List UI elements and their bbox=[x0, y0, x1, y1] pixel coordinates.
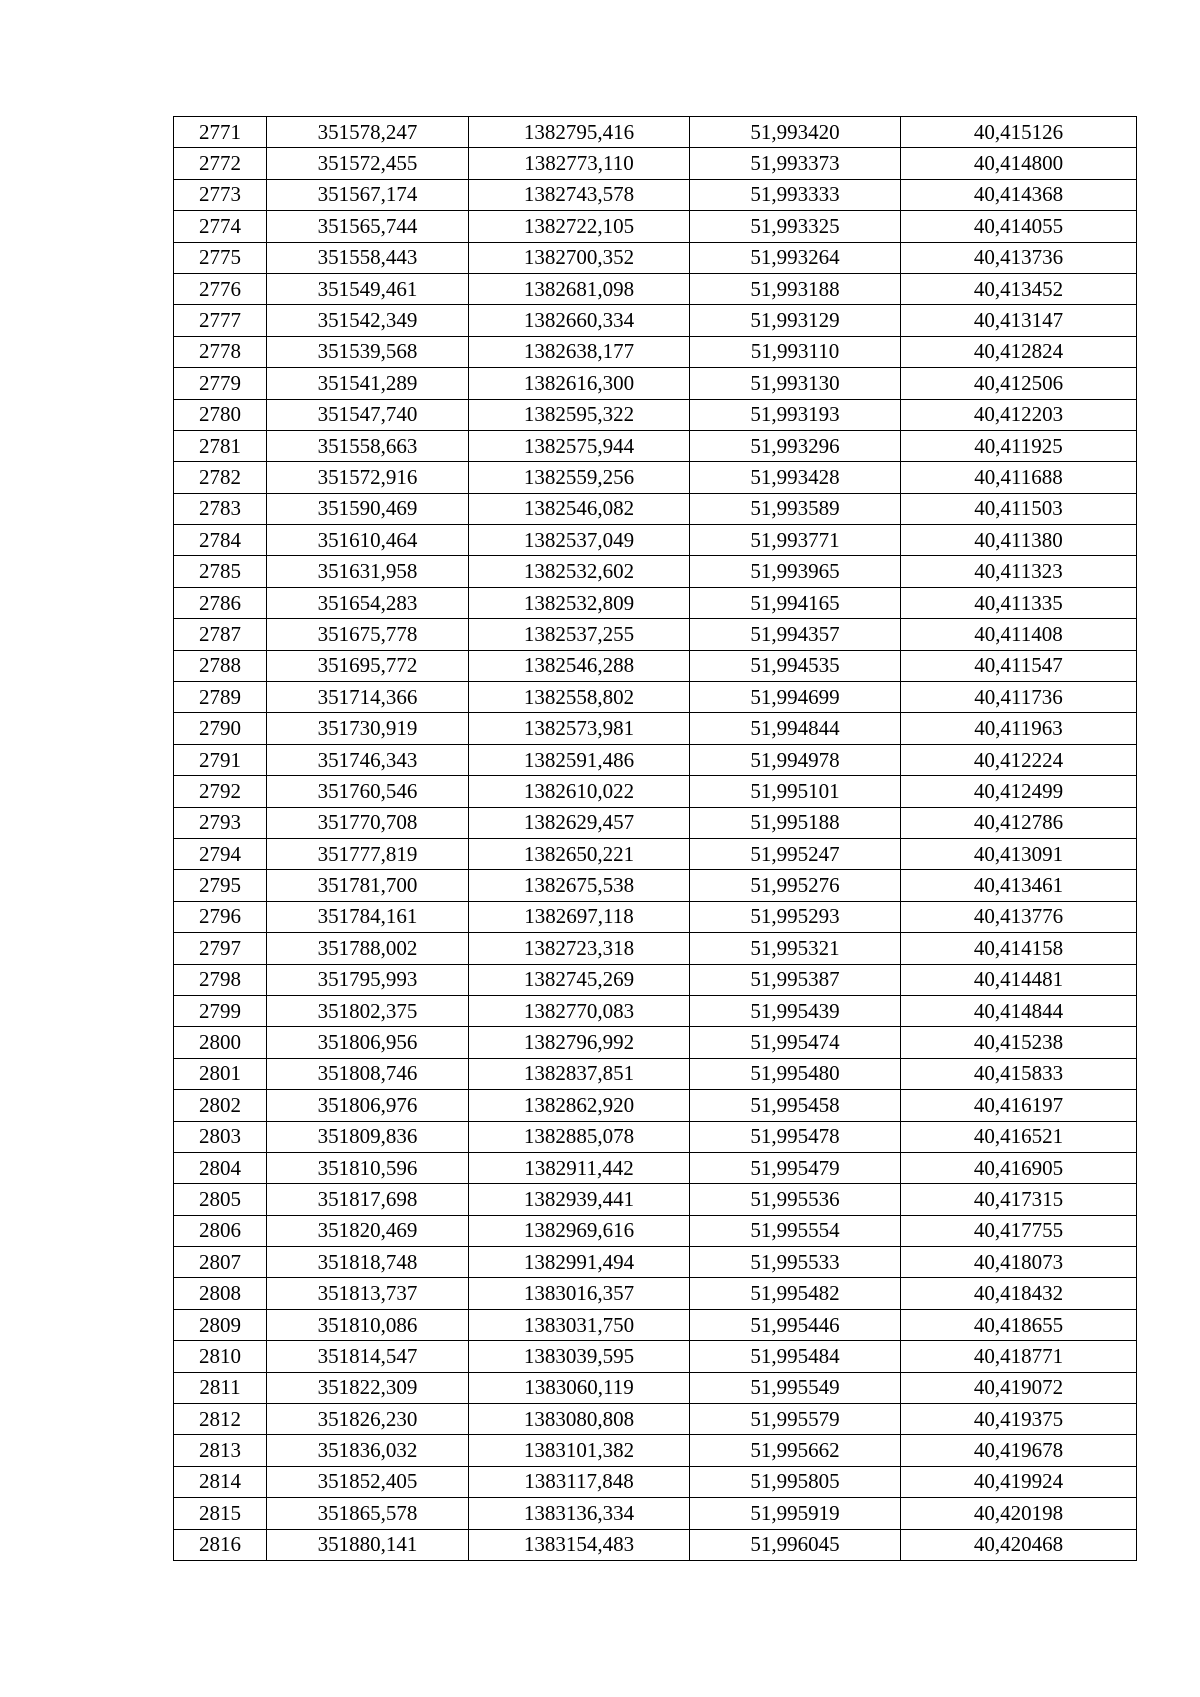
longitude-cell: 40,411963 bbox=[901, 713, 1137, 744]
point-number-cell: 2775 bbox=[174, 242, 267, 273]
x-coordinate-cell: 351810,086 bbox=[267, 1309, 469, 1340]
x-coordinate-cell: 351572,916 bbox=[267, 462, 469, 493]
latitude-cell: 51,995458 bbox=[690, 1090, 901, 1121]
table-row bbox=[174, 744, 1137, 775]
longitude-cell: 40,418771 bbox=[901, 1341, 1137, 1372]
latitude-cell: 51,993130 bbox=[690, 368, 901, 399]
latitude-cell: 51,994699 bbox=[690, 682, 901, 713]
table-row bbox=[174, 1529, 1137, 1560]
latitude-cell: 51,993296 bbox=[690, 430, 901, 461]
table-row bbox=[174, 964, 1137, 995]
longitude-cell: 40,411547 bbox=[901, 650, 1137, 681]
longitude-cell: 40,417315 bbox=[901, 1184, 1137, 1215]
point-number-cell: 2781 bbox=[174, 430, 267, 461]
latitude-cell: 51,995474 bbox=[690, 1027, 901, 1058]
longitude-cell: 40,412824 bbox=[901, 336, 1137, 367]
point-number-cell: 2803 bbox=[174, 1121, 267, 1152]
x-coordinate-cell: 351814,547 bbox=[267, 1341, 469, 1372]
x-coordinate-cell: 351836,032 bbox=[267, 1435, 469, 1466]
point-number-cell: 2786 bbox=[174, 587, 267, 618]
x-coordinate-cell: 351817,698 bbox=[267, 1184, 469, 1215]
table-row bbox=[174, 619, 1137, 650]
table-row bbox=[174, 1152, 1137, 1183]
longitude-cell: 40,413776 bbox=[901, 901, 1137, 932]
latitude-cell: 51,995549 bbox=[690, 1372, 901, 1403]
latitude-cell: 51,993264 bbox=[690, 242, 901, 273]
table-row bbox=[174, 901, 1137, 932]
table-row bbox=[174, 1278, 1137, 1309]
y-coordinate-cell: 1382969,616 bbox=[469, 1215, 690, 1246]
x-coordinate-cell: 351880,141 bbox=[267, 1529, 469, 1560]
y-coordinate-cell: 1382862,920 bbox=[469, 1090, 690, 1121]
table-row bbox=[174, 1121, 1137, 1152]
y-coordinate-cell: 1382575,944 bbox=[469, 430, 690, 461]
longitude-cell: 40,413461 bbox=[901, 870, 1137, 901]
table-row bbox=[174, 1341, 1137, 1372]
point-number-cell: 2813 bbox=[174, 1435, 267, 1466]
latitude-cell: 51,994357 bbox=[690, 619, 901, 650]
latitude-cell: 51,993373 bbox=[690, 148, 901, 179]
longitude-cell: 40,419375 bbox=[901, 1404, 1137, 1435]
x-coordinate-cell: 351813,737 bbox=[267, 1278, 469, 1309]
longitude-cell: 40,413452 bbox=[901, 273, 1137, 304]
point-number-cell: 2782 bbox=[174, 462, 267, 493]
x-coordinate-cell: 351549,461 bbox=[267, 273, 469, 304]
y-coordinate-cell: 1382610,022 bbox=[469, 776, 690, 807]
point-number-cell: 2797 bbox=[174, 933, 267, 964]
longitude-cell: 40,416905 bbox=[901, 1152, 1137, 1183]
latitude-cell: 51,995662 bbox=[690, 1435, 901, 1466]
point-number-cell: 2772 bbox=[174, 148, 267, 179]
latitude-cell: 51,993325 bbox=[690, 211, 901, 242]
point-number-cell: 2796 bbox=[174, 901, 267, 932]
y-coordinate-cell: 1382537,049 bbox=[469, 525, 690, 556]
x-coordinate-cell: 351810,596 bbox=[267, 1152, 469, 1183]
table-row bbox=[174, 713, 1137, 744]
y-coordinate-cell: 1382795,416 bbox=[469, 117, 690, 148]
longitude-cell: 40,414368 bbox=[901, 179, 1137, 210]
point-number-cell: 2795 bbox=[174, 870, 267, 901]
longitude-cell: 40,415126 bbox=[901, 117, 1137, 148]
x-coordinate-cell: 351822,309 bbox=[267, 1372, 469, 1403]
latitude-cell: 51,995478 bbox=[690, 1121, 901, 1152]
point-number-cell: 2801 bbox=[174, 1058, 267, 1089]
table-row bbox=[174, 273, 1137, 304]
point-number-cell: 2799 bbox=[174, 995, 267, 1026]
longitude-cell: 40,411688 bbox=[901, 462, 1137, 493]
y-coordinate-cell: 1382546,288 bbox=[469, 650, 690, 681]
point-number-cell: 2806 bbox=[174, 1215, 267, 1246]
latitude-cell: 51,995579 bbox=[690, 1404, 901, 1435]
point-number-cell: 2792 bbox=[174, 776, 267, 807]
longitude-cell: 40,411503 bbox=[901, 493, 1137, 524]
longitude-cell: 40,418073 bbox=[901, 1247, 1137, 1278]
x-coordinate-cell: 351541,289 bbox=[267, 368, 469, 399]
longitude-cell: 40,416521 bbox=[901, 1121, 1137, 1152]
latitude-cell: 51,995188 bbox=[690, 807, 901, 838]
latitude-cell: 51,993771 bbox=[690, 525, 901, 556]
table-row bbox=[174, 1309, 1137, 1340]
point-number-cell: 2787 bbox=[174, 619, 267, 650]
point-number-cell: 2798 bbox=[174, 964, 267, 995]
y-coordinate-cell: 1382743,578 bbox=[469, 179, 690, 210]
table-row bbox=[174, 148, 1137, 179]
table-row bbox=[174, 525, 1137, 556]
point-number-cell: 2808 bbox=[174, 1278, 267, 1309]
latitude-cell: 51,995484 bbox=[690, 1341, 901, 1372]
x-coordinate-cell: 351809,836 bbox=[267, 1121, 469, 1152]
table-row bbox=[174, 682, 1137, 713]
y-coordinate-cell: 1382595,322 bbox=[469, 399, 690, 430]
latitude-cell: 51,995276 bbox=[690, 870, 901, 901]
point-number-cell: 2805 bbox=[174, 1184, 267, 1215]
longitude-cell: 40,414844 bbox=[901, 995, 1137, 1026]
point-number-cell: 2777 bbox=[174, 305, 267, 336]
point-number-cell: 2807 bbox=[174, 1247, 267, 1278]
point-number-cell: 2811 bbox=[174, 1372, 267, 1403]
point-number-cell: 2809 bbox=[174, 1309, 267, 1340]
point-number-cell: 2815 bbox=[174, 1498, 267, 1529]
longitude-cell: 40,412786 bbox=[901, 807, 1137, 838]
point-number-cell: 2780 bbox=[174, 399, 267, 430]
longitude-cell: 40,413736 bbox=[901, 242, 1137, 273]
table-row bbox=[174, 1372, 1137, 1403]
table-row bbox=[174, 1215, 1137, 1246]
latitude-cell: 51,995554 bbox=[690, 1215, 901, 1246]
longitude-cell: 40,412224 bbox=[901, 744, 1137, 775]
table-row bbox=[174, 995, 1137, 1026]
y-coordinate-cell: 1382939,441 bbox=[469, 1184, 690, 1215]
latitude-cell: 51,995533 bbox=[690, 1247, 901, 1278]
latitude-cell: 51,995293 bbox=[690, 901, 901, 932]
latitude-cell: 51,995247 bbox=[690, 838, 901, 869]
table-row bbox=[174, 1090, 1137, 1121]
longitude-cell: 40,415833 bbox=[901, 1058, 1137, 1089]
latitude-cell: 51,993589 bbox=[690, 493, 901, 524]
y-coordinate-cell: 1382537,255 bbox=[469, 619, 690, 650]
y-coordinate-cell: 1382650,221 bbox=[469, 838, 690, 869]
x-coordinate-cell: 351852,405 bbox=[267, 1466, 469, 1497]
point-number-cell: 2793 bbox=[174, 807, 267, 838]
point-number-cell: 2802 bbox=[174, 1090, 267, 1121]
point-number-cell: 2800 bbox=[174, 1027, 267, 1058]
y-coordinate-cell: 1382723,318 bbox=[469, 933, 690, 964]
longitude-cell: 40,411380 bbox=[901, 525, 1137, 556]
table-row bbox=[174, 838, 1137, 869]
latitude-cell: 51,993193 bbox=[690, 399, 901, 430]
x-coordinate-cell: 351590,469 bbox=[267, 493, 469, 524]
x-coordinate-cell: 351826,230 bbox=[267, 1404, 469, 1435]
longitude-cell: 40,420468 bbox=[901, 1529, 1137, 1560]
y-coordinate-cell: 1383039,595 bbox=[469, 1341, 690, 1372]
y-coordinate-cell: 1382991,494 bbox=[469, 1247, 690, 1278]
longitude-cell: 40,417755 bbox=[901, 1215, 1137, 1246]
point-number-cell: 2783 bbox=[174, 493, 267, 524]
y-coordinate-cell: 1382773,110 bbox=[469, 148, 690, 179]
point-number-cell: 2773 bbox=[174, 179, 267, 210]
point-number-cell: 2779 bbox=[174, 368, 267, 399]
latitude-cell: 51,995101 bbox=[690, 776, 901, 807]
y-coordinate-cell: 1382660,334 bbox=[469, 305, 690, 336]
longitude-cell: 40,419924 bbox=[901, 1466, 1137, 1497]
latitude-cell: 51,995479 bbox=[690, 1152, 901, 1183]
x-coordinate-cell: 351565,744 bbox=[267, 211, 469, 242]
table-row bbox=[174, 399, 1137, 430]
table-row bbox=[174, 776, 1137, 807]
longitude-cell: 40,415238 bbox=[901, 1027, 1137, 1058]
point-number-cell: 2804 bbox=[174, 1152, 267, 1183]
latitude-cell: 51,995480 bbox=[690, 1058, 901, 1089]
longitude-cell: 40,413091 bbox=[901, 838, 1137, 869]
table-row bbox=[174, 650, 1137, 681]
y-coordinate-cell: 1382629,457 bbox=[469, 807, 690, 838]
latitude-cell: 51,996045 bbox=[690, 1529, 901, 1560]
table-row bbox=[174, 933, 1137, 964]
longitude-cell: 40,412499 bbox=[901, 776, 1137, 807]
table-row bbox=[174, 870, 1137, 901]
latitude-cell: 51,993428 bbox=[690, 462, 901, 493]
latitude-cell: 51,993333 bbox=[690, 179, 901, 210]
point-number-cell: 2810 bbox=[174, 1341, 267, 1372]
x-coordinate-cell: 351818,748 bbox=[267, 1247, 469, 1278]
table-row bbox=[174, 1498, 1137, 1529]
x-coordinate-cell: 351777,819 bbox=[267, 838, 469, 869]
x-coordinate-cell: 351610,464 bbox=[267, 525, 469, 556]
point-number-cell: 2784 bbox=[174, 525, 267, 556]
y-coordinate-cell: 1382770,083 bbox=[469, 995, 690, 1026]
y-coordinate-cell: 1383101,382 bbox=[469, 1435, 690, 1466]
longitude-cell: 40,414481 bbox=[901, 964, 1137, 995]
table-row bbox=[174, 1027, 1137, 1058]
longitude-cell: 40,411335 bbox=[901, 587, 1137, 618]
latitude-cell: 51,993420 bbox=[690, 117, 901, 148]
latitude-cell: 51,995439 bbox=[690, 995, 901, 1026]
x-coordinate-cell: 351760,546 bbox=[267, 776, 469, 807]
y-coordinate-cell: 1383016,357 bbox=[469, 1278, 690, 1309]
y-coordinate-cell: 1382532,809 bbox=[469, 587, 690, 618]
y-coordinate-cell: 1383031,750 bbox=[469, 1309, 690, 1340]
y-coordinate-cell: 1382532,602 bbox=[469, 556, 690, 587]
y-coordinate-cell: 1382675,538 bbox=[469, 870, 690, 901]
point-number-cell: 2774 bbox=[174, 211, 267, 242]
point-number-cell: 2794 bbox=[174, 838, 267, 869]
x-coordinate-cell: 351695,772 bbox=[267, 650, 469, 681]
y-coordinate-cell: 1383136,334 bbox=[469, 1498, 690, 1529]
longitude-cell: 40,419678 bbox=[901, 1435, 1137, 1466]
coordinates-table-body bbox=[174, 117, 1137, 1561]
longitude-cell: 40,419072 bbox=[901, 1372, 1137, 1403]
x-coordinate-cell: 351558,663 bbox=[267, 430, 469, 461]
y-coordinate-cell: 1382681,098 bbox=[469, 273, 690, 304]
x-coordinate-cell: 351730,919 bbox=[267, 713, 469, 744]
x-coordinate-cell: 351714,366 bbox=[267, 682, 469, 713]
point-number-cell: 2788 bbox=[174, 650, 267, 681]
y-coordinate-cell: 1383154,483 bbox=[469, 1529, 690, 1560]
x-coordinate-cell: 351795,993 bbox=[267, 964, 469, 995]
longitude-cell: 40,411408 bbox=[901, 619, 1137, 650]
x-coordinate-cell: 351788,002 bbox=[267, 933, 469, 964]
table-row bbox=[174, 1247, 1137, 1278]
x-coordinate-cell: 351806,976 bbox=[267, 1090, 469, 1121]
x-coordinate-cell: 351675,778 bbox=[267, 619, 469, 650]
table-row bbox=[174, 179, 1137, 210]
y-coordinate-cell: 1382700,352 bbox=[469, 242, 690, 273]
point-number-cell: 2814 bbox=[174, 1466, 267, 1497]
y-coordinate-cell: 1382911,442 bbox=[469, 1152, 690, 1183]
x-coordinate-cell: 351547,740 bbox=[267, 399, 469, 430]
longitude-cell: 40,414158 bbox=[901, 933, 1137, 964]
y-coordinate-cell: 1382722,105 bbox=[469, 211, 690, 242]
y-coordinate-cell: 1382558,802 bbox=[469, 682, 690, 713]
table-row bbox=[174, 462, 1137, 493]
point-number-cell: 2785 bbox=[174, 556, 267, 587]
latitude-cell: 51,994978 bbox=[690, 744, 901, 775]
y-coordinate-cell: 1382616,300 bbox=[469, 368, 690, 399]
point-number-cell: 2776 bbox=[174, 273, 267, 304]
longitude-cell: 40,413147 bbox=[901, 305, 1137, 336]
latitude-cell: 51,994535 bbox=[690, 650, 901, 681]
latitude-cell: 51,993965 bbox=[690, 556, 901, 587]
table-row bbox=[174, 117, 1137, 148]
table-row bbox=[174, 1435, 1137, 1466]
table-row bbox=[174, 587, 1137, 618]
table-row bbox=[174, 493, 1137, 524]
point-number-cell: 2789 bbox=[174, 682, 267, 713]
table-row bbox=[174, 556, 1137, 587]
longitude-cell: 40,411736 bbox=[901, 682, 1137, 713]
x-coordinate-cell: 351802,375 bbox=[267, 995, 469, 1026]
longitude-cell: 40,411323 bbox=[901, 556, 1137, 587]
table-row bbox=[174, 368, 1137, 399]
x-coordinate-cell: 351631,958 bbox=[267, 556, 469, 587]
x-coordinate-cell: 351572,455 bbox=[267, 148, 469, 179]
latitude-cell: 51,995805 bbox=[690, 1466, 901, 1497]
point-number-cell: 2816 bbox=[174, 1529, 267, 1560]
y-coordinate-cell: 1383060,119 bbox=[469, 1372, 690, 1403]
y-coordinate-cell: 1382837,851 bbox=[469, 1058, 690, 1089]
longitude-cell: 40,414800 bbox=[901, 148, 1137, 179]
x-coordinate-cell: 351558,443 bbox=[267, 242, 469, 273]
x-coordinate-cell: 351746,343 bbox=[267, 744, 469, 775]
table-row bbox=[174, 242, 1137, 273]
x-coordinate-cell: 351865,578 bbox=[267, 1498, 469, 1529]
y-coordinate-cell: 1382796,992 bbox=[469, 1027, 690, 1058]
table-row bbox=[174, 211, 1137, 242]
x-coordinate-cell: 351784,161 bbox=[267, 901, 469, 932]
y-coordinate-cell: 1382638,177 bbox=[469, 336, 690, 367]
y-coordinate-cell: 1382745,269 bbox=[469, 964, 690, 995]
x-coordinate-cell: 351539,568 bbox=[267, 336, 469, 367]
longitude-cell: 40,411925 bbox=[901, 430, 1137, 461]
x-coordinate-cell: 351654,283 bbox=[267, 587, 469, 618]
latitude-cell: 51,993129 bbox=[690, 305, 901, 336]
x-coordinate-cell: 351806,956 bbox=[267, 1027, 469, 1058]
latitude-cell: 51,995919 bbox=[690, 1498, 901, 1529]
table-row bbox=[174, 305, 1137, 336]
point-number-cell: 2791 bbox=[174, 744, 267, 775]
latitude-cell: 51,995446 bbox=[690, 1309, 901, 1340]
y-coordinate-cell: 1382573,981 bbox=[469, 713, 690, 744]
x-coordinate-cell: 351820,469 bbox=[267, 1215, 469, 1246]
x-coordinate-cell: 351542,349 bbox=[267, 305, 469, 336]
longitude-cell: 40,412506 bbox=[901, 368, 1137, 399]
longitude-cell: 40,412203 bbox=[901, 399, 1137, 430]
y-coordinate-cell: 1382559,256 bbox=[469, 462, 690, 493]
longitude-cell: 40,420198 bbox=[901, 1498, 1137, 1529]
latitude-cell: 51,995387 bbox=[690, 964, 901, 995]
table-row bbox=[174, 1404, 1137, 1435]
latitude-cell: 51,993188 bbox=[690, 273, 901, 304]
y-coordinate-cell: 1383080,808 bbox=[469, 1404, 690, 1435]
y-coordinate-cell: 1383117,848 bbox=[469, 1466, 690, 1497]
latitude-cell: 51,994165 bbox=[690, 587, 901, 618]
x-coordinate-cell: 351781,700 bbox=[267, 870, 469, 901]
point-number-cell: 2812 bbox=[174, 1404, 267, 1435]
latitude-cell: 51,993110 bbox=[690, 336, 901, 367]
point-number-cell: 2790 bbox=[174, 713, 267, 744]
y-coordinate-cell: 1382546,082 bbox=[469, 493, 690, 524]
latitude-cell: 51,995536 bbox=[690, 1184, 901, 1215]
y-coordinate-cell: 1382697,118 bbox=[469, 901, 690, 932]
table-row bbox=[174, 807, 1137, 838]
x-coordinate-cell: 351567,174 bbox=[267, 179, 469, 210]
longitude-cell: 40,416197 bbox=[901, 1090, 1137, 1121]
point-number-cell: 2778 bbox=[174, 336, 267, 367]
x-coordinate-cell: 351578,247 bbox=[267, 117, 469, 148]
coordinates-table bbox=[173, 116, 1137, 1561]
table-row bbox=[174, 1058, 1137, 1089]
table-row bbox=[174, 1466, 1137, 1497]
longitude-cell: 40,418432 bbox=[901, 1278, 1137, 1309]
x-coordinate-cell: 351770,708 bbox=[267, 807, 469, 838]
y-coordinate-cell: 1382885,078 bbox=[469, 1121, 690, 1152]
latitude-cell: 51,995482 bbox=[690, 1278, 901, 1309]
latitude-cell: 51,994844 bbox=[690, 713, 901, 744]
latitude-cell: 51,995321 bbox=[690, 933, 901, 964]
table-row bbox=[174, 1184, 1137, 1215]
longitude-cell: 40,414055 bbox=[901, 211, 1137, 242]
y-coordinate-cell: 1382591,486 bbox=[469, 744, 690, 775]
x-coordinate-cell: 351808,746 bbox=[267, 1058, 469, 1089]
point-number-cell: 2771 bbox=[174, 117, 267, 148]
table-row bbox=[174, 336, 1137, 367]
longitude-cell: 40,418655 bbox=[901, 1309, 1137, 1340]
table-row bbox=[174, 430, 1137, 461]
